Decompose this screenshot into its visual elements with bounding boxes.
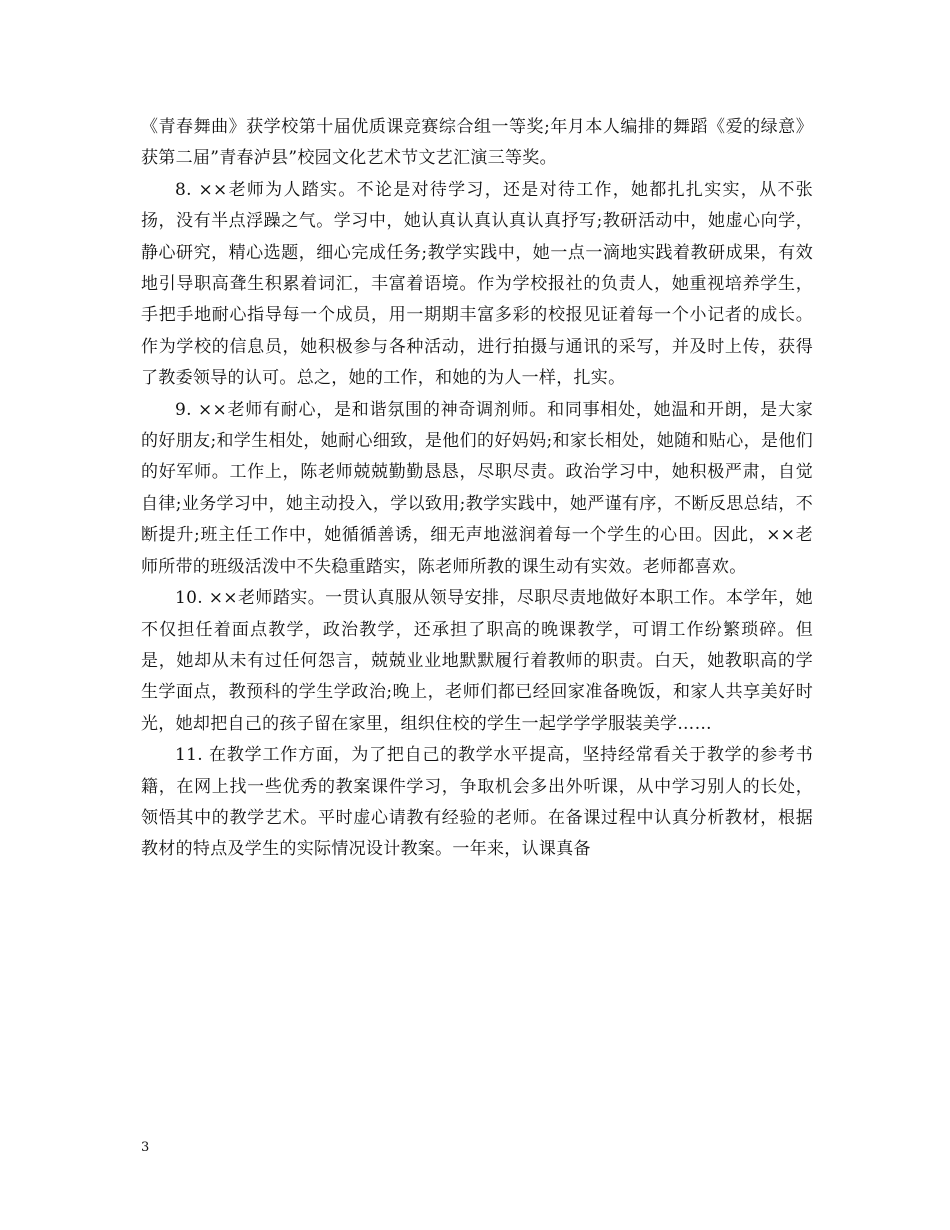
paragraph-item-10: 10. ××老师踏实。一贯认真服从领导安排，尽职尽责地做好本职工作。本学年，她不仅担任着面点教学，政治教学，还承担了职高的晚课教学，可谓工作纷繁琐碎。但是，她却从未有过任何怨言，兢兢业业地默默履行着教师的职责。白天，她教职高的学生学面点，教预科的学生学政治;晚上，老师们都已经回家准备晚饭，和家人共享美好时光，她却把自己的孩子留在家里，组织住校的学生一起学学学服装美学…… — [141, 588, 813, 734]
paragraph-item-9: 9. ××老师有耐心，是和谐氛围的神奇调剂师。和同事相处，她温和开朗，是大家的好朋友;和学生相处，她耐心细致，是他们的好妈妈;和家长相处，她随和贴心，是他们的好军师。工作上，陈老师兢兢勤勤恳恳，尽职尽责。政治学习中，她积极严肃，自觉自律;业务学习中，她主动投入，学以致用;教学实践中，她严谨有序，不断反思总结，不断提升;班主任工作中，她循循善诱，细无声地滋润着每一个学生的心田。因此，××老师所带的班级活泼中不失稳重踏实，陈老师所教的课生动有实效。老师都喜欢。 — [141, 399, 813, 577]
paragraph-item-8: 8. ××老师为人踏实。不论是对待学习，还是对待工作，她都扎扎实实，从不张扬，没有半点浮躁之气。学习中，她认真认真认真认真抒写;教研活动中，她虚心向学，静心研究，精心选题，细心完成任务;教学实践中，她一点一滴地实践着教研成果，有效地引导职高聋生积累着词汇，丰富着语境。作为学校报社的负责人，她重视培养学生，手把手地耐心指导每一个成员，用一期期丰富多彩的校报见证着每一个小记者的成长。作为学校的信息员，她积极参与各种活动，进行拍摄与通讯的采写，并及时上传，获得了教委领导的认可。总之，她的工作，和她的为人一样，扎实。 — [141, 179, 813, 389]
page-number: 3 — [141, 1140, 150, 1155]
document-body — [141, 112, 813, 866]
paragraph-item-11: 11. 在教学工作方面，为了把自己的教学水平提高，坚持经常看关于教学的参考书籍，在网上找一些优秀的教案课件学习，争取机会多出外听课，从中学习别人的长处，领悟其中的教学艺术。平时虚心请教有经验的老师。在备课过程中认真分析教材，根据教材的特点及学生的实际情况设计教案。一年来，认课真备 — [141, 745, 813, 860]
paragraph-continuation: 《青春舞曲》获学校第十届优质课竞赛综合组一等奖;年月本人编排的舞蹈《爱的绿意》获第二届”青春泸县”校园文化艺术节文艺汇演三等奖。 — [141, 117, 813, 169]
